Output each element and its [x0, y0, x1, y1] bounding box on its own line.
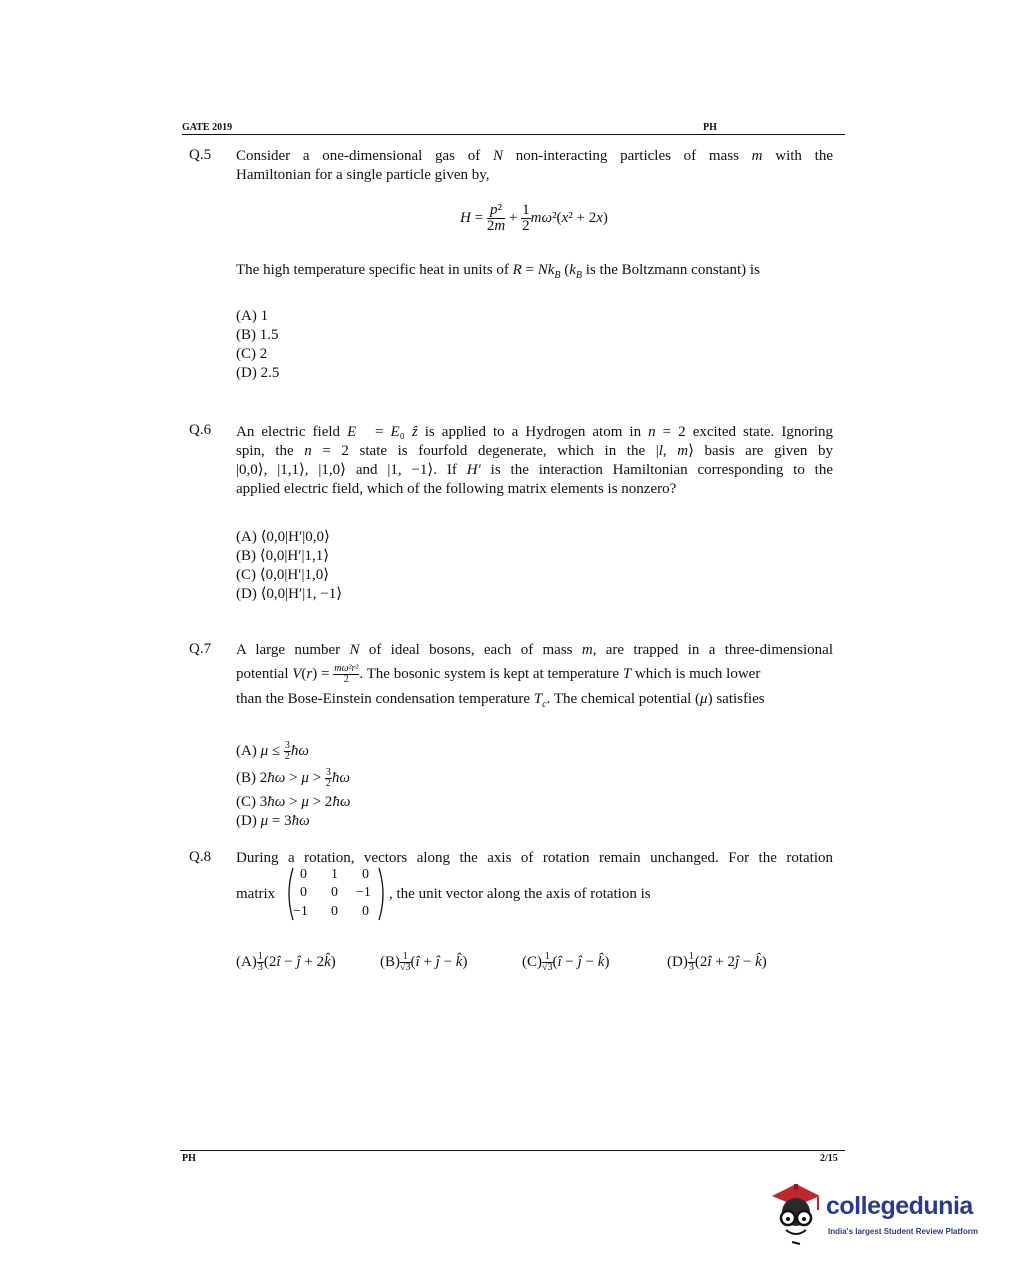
- q8-option-d: (D) $\frac{1}{3}$ (2î + 2ĵ − k̂): [667, 951, 767, 973]
- q6-option-a: (A) ⟨0,0|H′|0,0⟩: [236, 529, 330, 545]
- q5-option-d: (D) 2.5: [236, 365, 280, 381]
- q5-option-a: (A) 1: [236, 308, 269, 324]
- brand-name: collegedunia: [826, 1192, 973, 1220]
- q8-option-c: (C) $\frac{1}{√3}$ (î − ĵ − k̂): [522, 951, 610, 973]
- q7-option-a: (A) μ ≤ $\frac{3}{2}$ ħω: [236, 740, 309, 762]
- footer-rule: [180, 1150, 845, 1151]
- q8-matrix-cell: 0: [300, 867, 307, 882]
- q8-matrix-cell: 0: [331, 885, 338, 900]
- footer-left: PH: [182, 1153, 196, 1164]
- q5-number: Q.5: [189, 147, 212, 163]
- q8-matrix-cell: 0: [300, 885, 307, 900]
- mascot-logo-icon: [766, 1180, 826, 1246]
- q6-line2: spin, the n = 2 state is fourfold degenerate, which in the |l, m⟩ basis are given by: [236, 443, 833, 459]
- q7-line1: A large number N of ideal bosons, each of mass m, are trapped in a three-dimensional: [236, 642, 833, 658]
- header-rule: [182, 134, 845, 135]
- q5-option-c: (C) 2: [236, 346, 268, 362]
- q8-matrix-cell: 0: [331, 904, 338, 919]
- header-right: PH: [703, 122, 717, 133]
- q8-matrix-label: matrix: [236, 886, 276, 902]
- q6-line3: |0,0⟩, |1,1⟩, |1,0⟩ and |1, −1⟩. If H′ is the interaction Hamiltonian corresponding to the: [236, 462, 833, 478]
- q5-line1: Consider a one-dimensional gas of N non-interacting particles of mass m with the: [236, 148, 833, 164]
- q7-option-d: (D) μ = 3ħω: [236, 813, 310, 829]
- header-left: GATE 2019: [182, 122, 233, 133]
- q8-matrix-cell: −1: [356, 885, 371, 900]
- q6-line4: applied electric field, which of the following matrix elements is nonzero?: [236, 481, 677, 497]
- q8-option-b: (B) $\frac{1}{√3}$ (î + ĵ − k̂): [380, 951, 468, 973]
- q8-matrix-cell: 0: [362, 904, 369, 919]
- q6-option-b: (B) ⟨0,0|H′|1,1⟩: [236, 548, 330, 564]
- brand-tagline: India's largest Student Review Platform: [828, 1227, 978, 1236]
- q8-number: Q.8: [189, 849, 212, 865]
- q7-line3: than the Bose-Einstein condensation temperature $T_c$. The chemical potential (μ) satisfies: [236, 691, 765, 710]
- q5-equation: H = $\frac{\text{p²}}{2m}$ + $\frac{1}{2}$ mω²(x² + 2x): [460, 202, 608, 234]
- page-number: 2/15: [820, 1153, 838, 1164]
- q8-matrix-cell: −1: [293, 904, 308, 919]
- q6-option-c: (C) ⟨0,0|H′|1,0⟩: [236, 567, 330, 583]
- q8-matrix-cell: 0: [362, 867, 369, 882]
- q5-line2: Hamiltonian for a single particle given by,: [236, 167, 490, 183]
- q6-option-d: (D) ⟨0,0|H′|1, −1⟩: [236, 586, 343, 602]
- q5-option-b: (B) 1.5: [236, 327, 279, 343]
- q8-line2-tail: , the unit vector along the axis of rotation is: [389, 886, 651, 902]
- q7-option-b: (B) 2ħω > μ > $\frac{3}{2}$ ħω: [236, 767, 350, 789]
- q6-number: Q.6: [189, 422, 212, 438]
- q8-matrix-cell: 1: [331, 867, 338, 882]
- q5-question: The high temperature specific heat in units of $R = Nk_B$ ($k_B$ is the Boltzmann constant) is: [236, 262, 760, 281]
- matrix-right-paren: [377, 866, 389, 922]
- q7-number: Q.7: [189, 641, 212, 657]
- q7-line2: potential V(r) = $\frac{\text{mω²r²}}{2}$ . The bosonic system is kept at temperature T which is much lower: [236, 663, 761, 685]
- q8-line1: During a rotation, vectors along the axis of rotation remain unchanged. For the rotation: [236, 850, 833, 866]
- q7-option-c: (C) 3ħω > μ > 2ħω: [236, 794, 351, 810]
- q8-option-a: (A) $\frac{1}{3}$ (2î − ĵ + 2k̂): [236, 951, 336, 973]
- q6-line1: An electric field E⃗ = E₀ ẑ is applied to a Hydrogen atom in n = 2 excited state. Ignoring: [236, 424, 833, 440]
